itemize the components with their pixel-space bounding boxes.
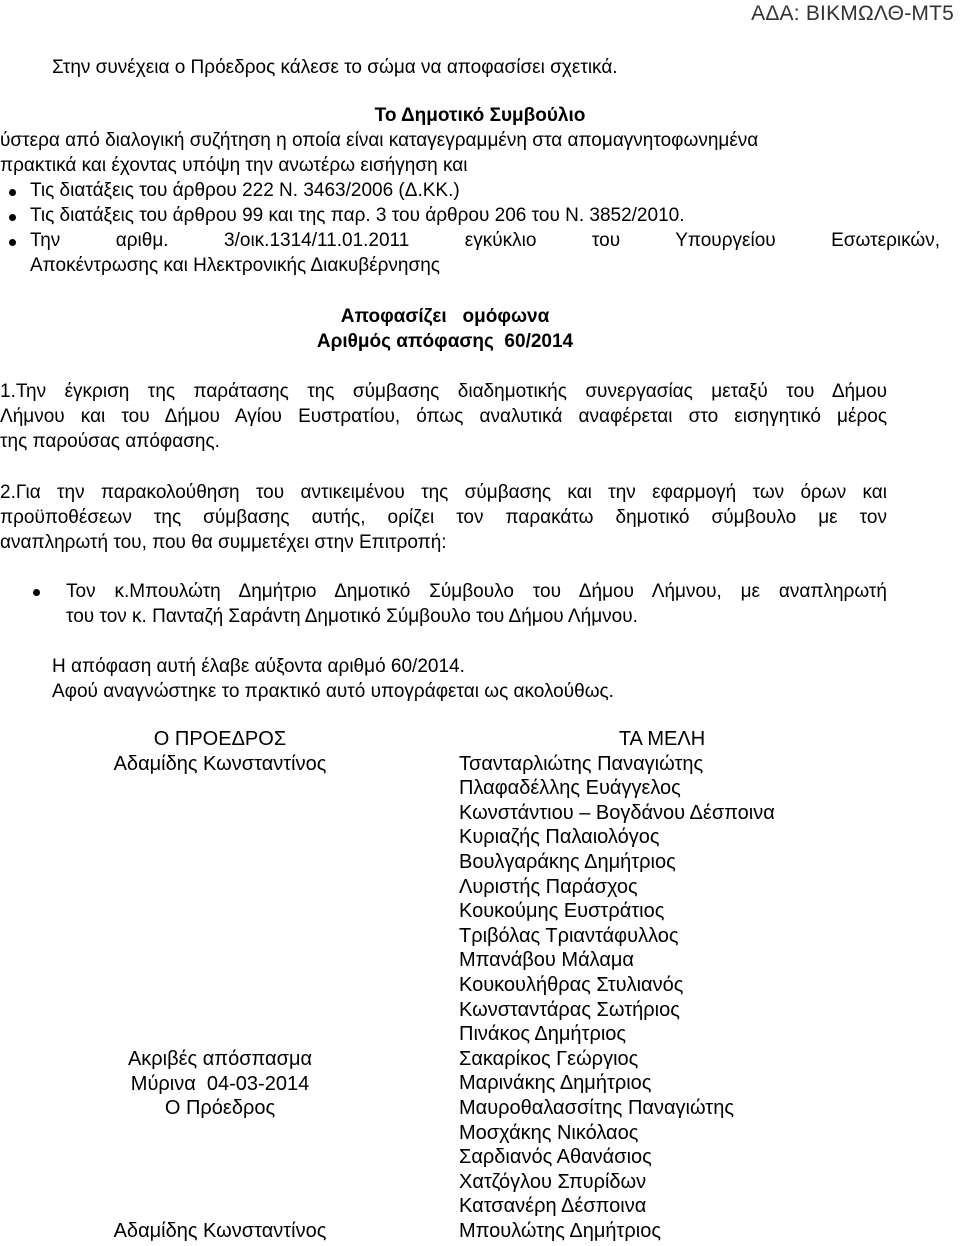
bullet-icon (9, 189, 16, 196)
member-name: Χατζόγλου Σπυρίδων (459, 1170, 647, 1193)
item1-line: της παρούσας απόφασης. (0, 431, 220, 452)
member-name: Κυριαζής Παλαιολόγος (459, 826, 660, 849)
member-name: Πινάκος Δημήτριος (459, 1023, 627, 1046)
member-name: Τριβόλας Τριαντάφυλλος (459, 924, 679, 947)
president-name: Αδαμίδης Κωνσταντίνος (113, 752, 327, 775)
signature-name: Αδαμίδης Κωνσταντίνος (113, 1220, 327, 1242)
consideration-item-continued: Αποκέντρωσης και Ηλεκτρονικής Διακυβέρνησης (30, 255, 440, 276)
president-role: Ο Πρόεδρος (164, 1097, 276, 1120)
closing-line: Η απόφαση αυτή έλαβε αύξοντα αριθμό 60/2014. (52, 656, 465, 677)
copy-label: Ακριβές απόσπασμα (127, 1048, 313, 1070)
item2-line: προϋποθέσεων της σύμβασης αυτής, ορίζει τον παρακάτω δημοτικό σύμβουλο με τον (0, 507, 887, 528)
member-name: Σακαρίκος Γεώργιος (459, 1047, 639, 1070)
members-title: ΤΑ ΜΕΛΗ (618, 728, 706, 750)
item1-line: Λήμνου και του Δήμου Αγίου Ευστρατίου, όπως αναλυτικά αναφέρεται στο εισηγητικό μέρος (0, 406, 887, 427)
member-name: Πλαφαδέλλης Ευάγγελος (459, 777, 681, 800)
member-name: Μοσχάκης Νικόλαος (459, 1121, 639, 1144)
bullet-icon (33, 589, 40, 596)
item2-line: αναπληρωτή του, που θα συμμετέχει στην Επιτροπή: (0, 532, 447, 553)
president-signature (0, 1219, 440, 1244)
member-name: Κουκούμης Ευστράτιος (459, 900, 665, 923)
member-name: Σαρδιανός Αθανάσιος (459, 1146, 652, 1169)
intro-text: Στην συνέχεια ο Πρόεδρος κάλεσε το σώμα να αποφασίσει σχετικά. (52, 57, 618, 78)
member-name: Βουλγαράκης Δημήτριος (459, 850, 676, 873)
item1-line: 1.Την έγκριση της παράτασης της σύμβασης διαδημοτικής συνεργασίας μεταξύ του Δήμου (0, 381, 887, 402)
appointee-line: του τον κ. Πανταζή Σαράντη Δημοτικό Σύμβουλο του Δήμου Λήμνου. (66, 606, 638, 627)
preamble-line: ύστερα από διαλογική συζήτηση η οποία είναι καταγεγραμμένη στα απομαγνητοφωνημένα (0, 130, 759, 151)
appointee-line: Τον κ.Μπουλώτη Δημήτριο Δημοτικό Σύμβουλο του Δήμου Λήμνου, με αναπληρωτή (66, 581, 887, 602)
member-name: Μαυροθαλασσίτης Παναγιώτης (459, 1096, 734, 1119)
consideration-item: Τις διατάξεις του άρθρου 222 Ν. 3463/2006 (Δ.ΚΚ.) (30, 180, 460, 201)
consideration-item: Τις διατάξεις του άρθρου 99 και της παρ. 3 του άρθρου 206 του Ν. 3852/2010. (30, 205, 685, 226)
members-block (459, 727, 865, 1243)
member-name: Μπουλώτης Δημήτριος (459, 1219, 661, 1242)
preamble-line: πρακτικά και έχοντας υπόψη την ανωτέρω εισήγηση και (0, 155, 468, 176)
member-name: Μαρινάκης Δημήτριος (459, 1072, 652, 1095)
closing-line: Αφού αναγνώστηκε το πρακτικό αυτό υπογράφεται ως ακολούθως. (52, 681, 614, 702)
consideration-item: Την αριθμ. 3/οικ.1314/11.01.2011 εγκύκλιο του Υπουργείου Εσωτερικών, (30, 230, 940, 251)
members-list (459, 752, 865, 1244)
member-name: Μπανάβου Μάλαμα (459, 949, 634, 972)
item2-line: 2.Για την παρακολούθηση του αντικειμένου της σύμβασης και την εφαρμογή των όρων και (0, 482, 887, 503)
president-title: Ο ΠΡΟΕΔΡΟΣ (153, 728, 287, 750)
bullet-icon (9, 239, 16, 246)
member-name: Κωνσταντάρας Σωτήριος (459, 998, 680, 1021)
member-name: Κατσανέρη Δέσποινα (459, 1195, 647, 1218)
member-name: Κουκουλήθρας Στυλιανός (459, 973, 684, 996)
council-title: Το Δημοτικό Συμβούλιο (374, 105, 586, 126)
place-date: Μύρινα 04-03-2014 (130, 1072, 310, 1095)
president-block (0, 727, 440, 776)
decision-heading: Αποφασίζει ομόφωνα (340, 306, 550, 327)
bullet-icon (9, 214, 16, 221)
member-name: Λυριστής Παράσχος (459, 875, 638, 898)
copy-certification (0, 1047, 440, 1121)
ada-code: ΑΔΑ: ΒΙΚΜΩΛΘ-ΜΤ5 (751, 2, 954, 25)
decision-number: Αριθμός απόφασης 60/2014 (316, 331, 574, 352)
member-name: Κωνστάντιου – Βογδάνου Δέσποινα (459, 801, 775, 824)
member-name: Τσανταρλιώτης Παναγιώτης (459, 752, 704, 775)
